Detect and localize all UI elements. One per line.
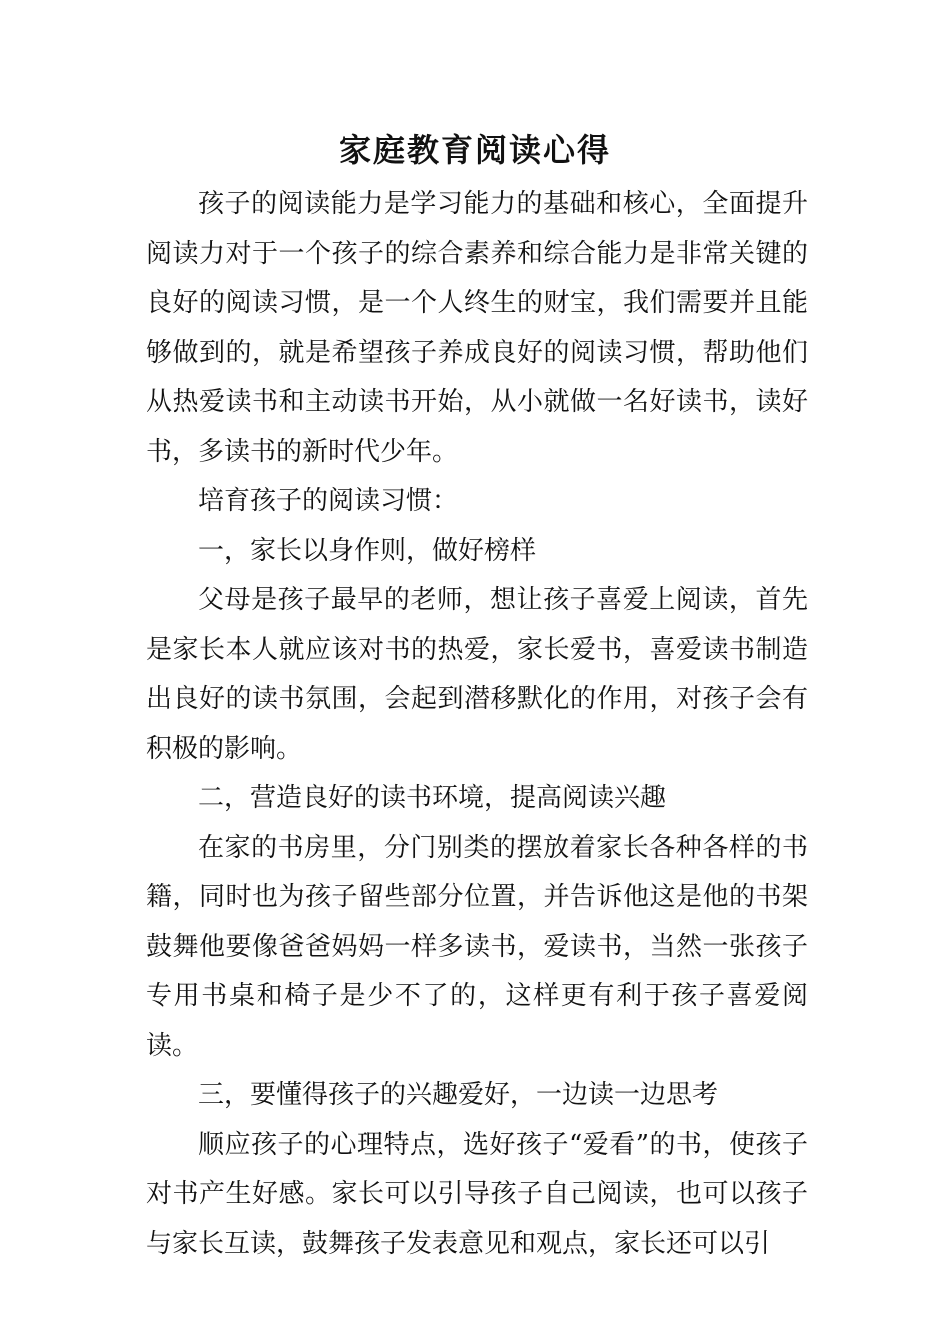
intro-paragraph: 孩子的阅读能力是学习能力的基础和核心，全面提升阅读力对于一个孩子的综合素养和综合能力是非常关键的良好的阅读习惯，是一个人终生的财宝，我们需要并且能够做到的，就是希望孩子养成良好的阅读习惯，帮助他们从热爱读书和主动读书开始，从小就做一名好读书，读好书，多读书的新时代少年。 [146, 189, 808, 467]
section-two-heading: 二，营造良好的读书环境，提高阅读兴趣 [198, 783, 667, 813]
section-two-paragraph: 在家的书房里，分门别类的摆放着家长各种各样的书籍，同时也为孩子留些部分位置，并告诉他这是他的书架鼓舞他要像爸爸妈妈一样多读书，爱读书，当然一张孩子专用书桌和椅子是少不了的，这样更有利于孩子喜爱阅读。 [146, 832, 808, 1061]
document-title: 家庭教育阅读心得 [338, 131, 611, 169]
section-one-heading: 一，家长以身作则，做好榜样 [198, 535, 537, 566]
section-three-paragraph: 顺应孩子的心理特点，选好孩子“爱看”的书，使孩子对书产生好感。家长可以引导孩子自己阅读，也可以孩子与家长互读，鼓舞孩子发表意见和观点，家长还可以引 [146, 1129, 808, 1259]
document-body [146, 180, 808, 1269]
section-three-heading: 三，要懂得孩子的兴趣爱好，一边读一边思考 [198, 1080, 719, 1110]
habits-heading: 培育孩子的阅读习惯： [198, 486, 459, 516]
section-one-paragraph: 父母是孩子最早的老师，想让孩子喜爱上阅读，首先是家长本人就应该对书的热爱，家长爱书，喜爱读书制造出良好的读书氛围，会起到潜移默化的作用，对孩子会有积极的影响。 [146, 585, 808, 764]
